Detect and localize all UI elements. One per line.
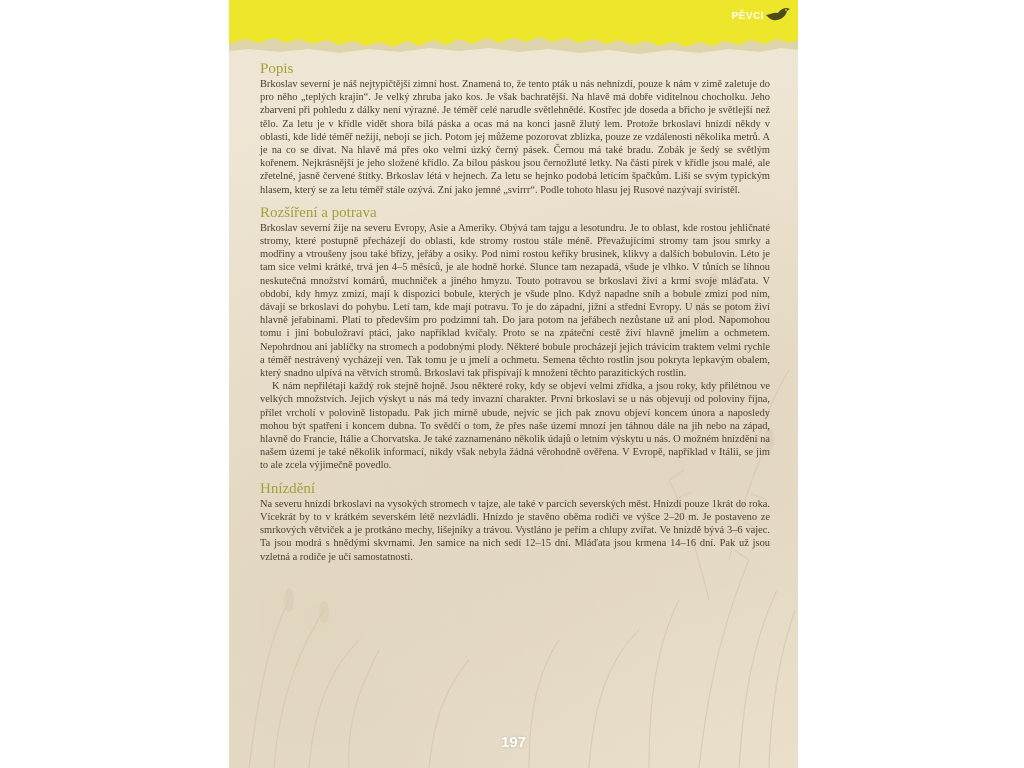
heading-rozsireni-a-potrava: Rozšíření a potrava bbox=[260, 204, 377, 221]
section-label: PĚVCI bbox=[731, 11, 764, 22]
heading-hnizdeni: Hnízdění bbox=[260, 480, 315, 497]
torn-paper-yellow-band bbox=[229, 0, 798, 58]
paragraph-popis: Brkoslav severní je náš nejtypičtější zimní host. Znamená to, že tento pták u nás nehnízdí, pouze k nám v zimě zaletuje do pro něho „teplých krajin“. Je velký zhruba jako kos. Je však bachratější. Na hlavě má dobře viditelnou chocholku. Jeho zbarvení při pohledu z dálky není výrazné. Je téměř celé narudle světlehnědé. Kostřec jde doseda a břicho je světlejší než tělo. Za letu je v křídle vidět shora bílá páska a ocas má na konci jasně žlutý lem. Protože brkoslavi hnízdí někdy v oblasti, kde lidé téměř nežijí, nebojí se jich. Potom jej můžeme pozorovat zblízka, pouze ze vzdálenosti několika metrů. A je na co se dívat. Na hlavě má přes oko velmi úzký černý pásek. Černou má také bradu. Zobák je šedý se světlým kořenem. Nejkrásnější je jeho složené křídlo. Za bílou páskou jsou černožluté letky. Na části pírek v křídle jsou malé, ale zřetelné, jasně červené štítky. Brkoslav létá v hejnech. Za letu se hejnko podobá letícím špačkům. Liší se svým typickým hlasem, který se za letu téměř stále ozývá. Zní jako jemné „svirrr“. Podle tohoto hlasu jej Rusové nazývají svirístěl. bbox=[260, 79, 770, 196]
book-page bbox=[229, 0, 798, 768]
article-content bbox=[260, 61, 770, 564]
header-band bbox=[229, 0, 798, 58]
bird-icon bbox=[765, 6, 791, 24]
heading-popis: Popis bbox=[260, 61, 294, 77]
paragraph-rozsireni-1: Brkoslav severní žije na severu Evropy, Asie a Ameriky. Obývá tam tajgu a lesotundru. Je to oblast, kde rostou jehličnaté stromy, které postupně přecházejí do oblasti, kde stromy rostou stále méně. Převažujícími stromy tam jsou smrky a modřiny a vtroušeny jsou také břízy, jeřáby a osiky. Pod nimi rostou keříky brusinek, klikvy a dalších bobulovin. Léto je tam sice velmi krátké, trvá jen 4–5 měsíců, je ale hodně horké. Slunce tam nezapadá, všude je vlhko. V tůních se líhnou neskutečná množství komárů, muchniček a jiného hmyzu. Touto potravou se brkoslavi živí a krmí svoje mláďata. V období, kdy hmyz zmizí, mají k dispozici bobule, kterých je všude plno. Když napadne sníh a bobule zmizí pod ním, dávají se brkoslavi do pohybu. Letí tam, kde mají potravu. To je do západní, jižní a střední Evropy. U nás se potom živí hlavně jeřabinami. Platí to především pro podzimní tah. Do jara potom na jeřábech nezůstane už ani plod. Napomohou tomu i jiní bobuložraví ptáci, jako například kvíčaly. Proto se na zpáteční cestě živí hlavně jmelím a ochmetem. Nepohrdnou ani jablíčky na stromech a podobnými plody. Některé bobule procházejí jejich trávicím traktem velmi rychle a téměř nestrávený vycházejí ven. Tak tomu je u jmelí a ochmetu. Semena těchto rostlin jsou pokryta lepkavým obalem, který snadno ulpívá na větvích stromů. Brkoslavi tak přispívají k množení těchto parazitických rostlin. bbox=[260, 222, 770, 380]
paragraph-hnizdeni: Na severu hnízdí brkoslavi na vysokých stromech v tajze, ale také v parcích severských měst. Hnízdí pouze 1krát do roka. Vícekrát by to v krátkém severském létě nezvládli. Hnízdo je stavěno oběma rodiči ve výšce 2–20 m. Je postaveno ze smrkových větviček a je protkáno mechy, lišejníky a trávou. Vystláno je peřím a chlupy zvířat. Ve hnízdě bývá 3–6 vajec. Ta jsou modrá s hnědými skvrnami. Jen samice na nich sedí 12–15 dní. Mláďata jsou krmena 14–16 dní. Pak už jsou vzletná a rodiče je učí samostatnosti. bbox=[260, 498, 770, 563]
paragraph-rozsireni-2: K nám nepřilétají každý rok stejně hojně. Jsou některé roky, kdy se objeví velmi zřídka, a jsou roky, kdy přilétnou ve velkých množstvích. Jejich výskyt u nás má tedy invazní charakter. První brkoslavi se u nás objevují od poloviny října, přílet vrcholí v polovině listopadu. Pak jich mírně ubude, nejvíc se jich pak znovu objeví koncem února a naposledy mohou být spatřeni i koncem dubna. To svědčí o tom, že přes naše území mnozí jen táhnou dále na jih nebo na západ, hlavně do Francie, Itálie a Chorvatska. Je také zaznamenáno několik údajů o letním výskytu u nás. O možném hnízdění na našem území je také několik informací, nikdy však nebyla žádná věrohodně ověřena. V Evropě, například v Itálii, se jim to ale zcela výjimečně povedlo. bbox=[260, 381, 770, 472]
page-number: 197 bbox=[500, 734, 527, 751]
